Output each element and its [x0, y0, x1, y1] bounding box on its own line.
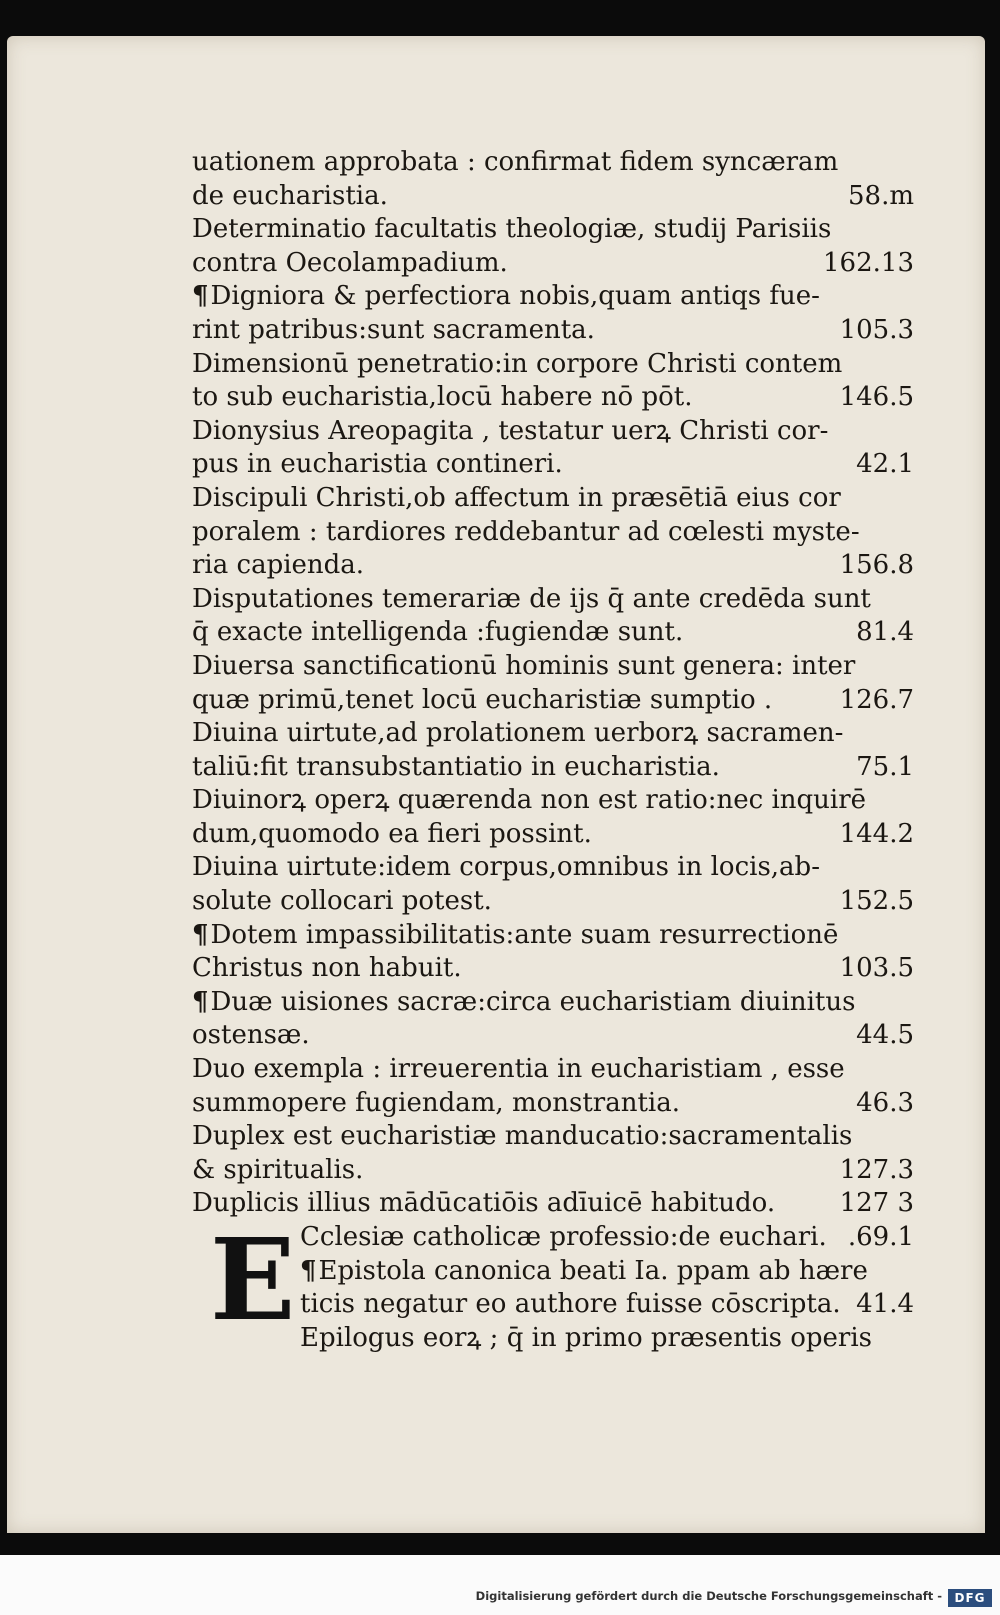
entry-body: Digniora & perfectiora nobis,quam antiqs fue-	[210, 281, 820, 312]
index-line	[182, 1019, 914, 1053]
entry-body: Epistola canonica beati Ia. ppam ab hære	[318, 1255, 868, 1286]
index-line	[182, 583, 914, 617]
entry-body: Diuinorꝝ operꝝ quærenda non est ratio:nec inquirē	[192, 785, 867, 816]
entry-body: Cclesiæ catholicæ professio:de euchari.	[300, 1222, 827, 1252]
entry-body: taliū:fit transubstantiatio in eucharistia.	[192, 751, 720, 782]
index-line	[182, 516, 914, 550]
entry-body: Determinatio facultatis theologiæ, studij Parisiis	[192, 214, 832, 245]
page-reference: 42.1	[856, 449, 914, 480]
entry-body: Dotem impassibilitatis:ante suam resurrectionē	[210, 919, 839, 950]
pilcrow-mark: ¶	[192, 281, 209, 312]
entry-body: to sub eucharistia,locū habere nō pōt.	[192, 382, 693, 413]
entry-text	[192, 381, 693, 415]
entry-body: ostensæ.	[192, 1020, 310, 1051]
index-line	[182, 986, 914, 1020]
entry-text	[192, 1120, 852, 1154]
entry-body: rint patribus:sunt sacramenta.	[192, 314, 595, 345]
entry-text	[192, 851, 820, 885]
entry-text	[192, 415, 828, 449]
page-reference: 46.3	[856, 1087, 914, 1118]
index-line	[182, 650, 914, 684]
footer-credit: Digitalisierung gefördert durch die Deutsche Forschungsgemeinschaft -	[475, 1589, 942, 1603]
entry-body: & spiritualis.	[192, 1154, 364, 1185]
entry-text	[192, 684, 772, 718]
entry-text	[192, 919, 838, 953]
entry-text	[192, 1087, 680, 1121]
entry-text	[192, 616, 683, 650]
entry-text	[192, 717, 843, 751]
pilcrow-mark: ¶	[192, 986, 209, 1017]
index-line	[182, 1053, 914, 1087]
entry-text	[300, 1322, 872, 1356]
entry-body: de eucharistia.	[192, 180, 388, 211]
entry-text	[192, 549, 364, 583]
entry-text	[192, 280, 820, 314]
entry-text	[192, 1019, 310, 1053]
entry-text	[192, 146, 838, 180]
entry-body: q̄ exacte intelligenda :fugiendæ sunt.	[192, 617, 684, 648]
page-reference: 127.3	[839, 1154, 914, 1185]
entry-text	[300, 1255, 868, 1289]
page-reference: 44.5	[856, 1020, 914, 1051]
book-page	[7, 36, 985, 1533]
page-reference: 146.5	[839, 382, 914, 413]
dfg-logo: DFG	[948, 1589, 992, 1607]
page-reference: 156.8	[839, 550, 914, 581]
entry-text	[192, 885, 492, 919]
entry-body: Epilogus eorꝝ ; q̄ in primo præsentis operis	[300, 1322, 873, 1353]
entry-body: Dionysius Areopagita , testatur uerꝝ Christi cor-	[192, 415, 829, 446]
index-line	[182, 213, 914, 247]
entry-text	[192, 650, 855, 684]
entry-body: Duplex est eucharistiæ manducatio:sacramentalis	[192, 1121, 853, 1152]
entry-body: Dimensionū penetratio:in corpore Christi contem	[192, 348, 843, 379]
entry-text	[192, 482, 841, 516]
entry-text	[300, 1288, 841, 1322]
entry-body: Diuina uirtute:idem corpus,omnibus in locis,ab-	[192, 852, 820, 883]
entry-text	[300, 1221, 827, 1255]
entry-text	[192, 986, 855, 1020]
entry-text	[192, 247, 508, 281]
index-line	[182, 314, 914, 348]
index-line	[182, 818, 914, 852]
entry-text	[192, 751, 720, 785]
page-reference: 126.7	[839, 684, 914, 715]
entry-text	[192, 213, 831, 247]
index-line	[182, 348, 914, 382]
entry-body: Diuersa sanctificationū hominis sunt genera: inter	[192, 650, 856, 681]
index-line	[182, 415, 914, 449]
entry-body: solute collocari potest.	[192, 886, 492, 917]
index-line	[182, 952, 914, 986]
index-line	[182, 549, 914, 583]
entry-body: Disputationes temerariæ de ijs q̄ ante credēda sunt	[192, 583, 871, 614]
entry-body: dum,quomodo ea fieri possint.	[192, 818, 592, 849]
page-reference: 152.5	[839, 886, 914, 917]
index-line	[182, 751, 914, 785]
entry-body: Diuina uirtute,ad prolationem uerborꝝ sacramen-	[192, 718, 844, 749]
index-text	[182, 146, 914, 1355]
index-line	[182, 448, 914, 482]
entry-text	[192, 1053, 845, 1087]
page-reference: 41.4	[856, 1289, 914, 1320]
index-line	[182, 1154, 914, 1188]
entry-text	[192, 583, 871, 617]
entry-body: Duo exempla : irreuerentia in eucharistiam , esse	[192, 1054, 845, 1085]
page-reference: 103.5	[839, 953, 914, 984]
entry-text	[192, 1154, 363, 1188]
entry-body: uationem approbata : confirmat fidem syncæram	[192, 147, 839, 177]
pilcrow-mark: ¶	[192, 919, 209, 950]
entry-text	[192, 314, 595, 348]
dropcap-letter: E	[210, 1215, 296, 1346]
index-line	[182, 482, 914, 516]
entry-text	[192, 952, 462, 986]
index-line	[182, 684, 914, 718]
entry-text	[192, 818, 592, 852]
page-reference: 81.4	[856, 617, 914, 648]
entry-text	[192, 516, 860, 550]
page-reference: 58.m	[847, 180, 914, 211]
index-line	[182, 919, 914, 953]
entry-body: pus in eucharistia contineri.	[192, 449, 563, 480]
index-line	[182, 616, 914, 650]
entry-text	[192, 180, 388, 214]
index-line	[182, 851, 914, 885]
index-line	[182, 885, 914, 919]
page-reference: 105.3	[839, 314, 914, 345]
entry-body: Christus non habuit.	[192, 953, 462, 984]
entry-body: poralem : tardiores reddebantur ad cœlesti myste-	[192, 516, 860, 547]
entry-text	[192, 448, 563, 482]
page-reference: 144.2	[839, 818, 914, 849]
entry-text	[192, 348, 842, 382]
index-line	[182, 146, 914, 180]
index-line	[182, 180, 914, 214]
footer-bar	[0, 1555, 1000, 1615]
page-reference: 162.13	[823, 247, 914, 278]
index-line	[182, 280, 914, 314]
entry-body: Discipuli Christi,ob affectum in præsētiā eius cor	[192, 482, 841, 513]
entry-body: Duæ uisiones sacræ:circa eucharistiam diuinitus	[210, 986, 856, 1017]
page-reference: 75.1	[856, 751, 914, 782]
index-line	[182, 1087, 914, 1121]
index-line	[182, 717, 914, 751]
index-line	[182, 381, 914, 415]
entry-body: ria capienda.	[192, 550, 365, 581]
entry-text	[192, 784, 866, 818]
entry-body: contra Oecolampadium.	[192, 247, 508, 278]
index-line	[182, 1120, 914, 1154]
index-line	[182, 247, 914, 281]
entry-body: Duplicis illius mādūcatiōis adīuicē habitudo.	[192, 1188, 776, 1219]
index-line	[182, 784, 914, 818]
entry-body: quæ primū,tenet locū eucharistiæ sumptio .	[192, 684, 773, 715]
page-reference: .69.1	[847, 1222, 914, 1252]
entry-body: ticis negatur eo authore fuisse cōscripta.	[300, 1289, 841, 1320]
pilcrow-mark: ¶	[300, 1255, 317, 1286]
page-reference: 127 3	[839, 1188, 914, 1219]
entry-body: summopere fugiendam, monstrantia.	[192, 1087, 680, 1118]
